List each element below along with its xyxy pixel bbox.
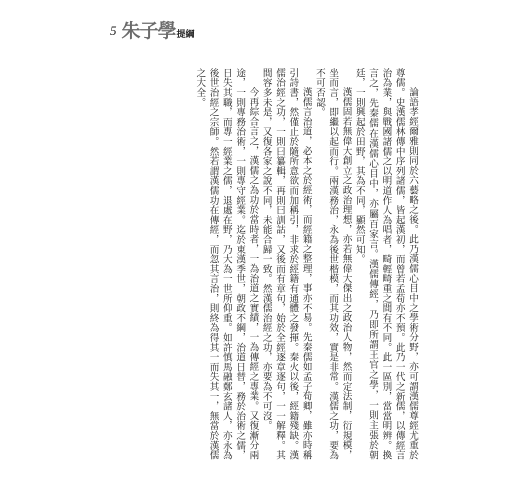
- paragraph-2: 漢儒固若無偉大創立之政治理想，亦若無偉大傑出之政治人物，然而定法制，衍規模，坐而言，即繼以起而行。兩漢務治，永為後世楷模，而其功效，實是非常。漢儒之功，要為不可否認。: [313, 68, 352, 460]
- page-header: [110, 22, 195, 52]
- book-title: 朱子學: [121, 20, 176, 42]
- book-subtitle: 提綱: [176, 30, 195, 40]
- book-title-logo: [122, 22, 195, 41]
- page-number: 5: [110, 23, 117, 38]
- paragraph-1: 論語孝經爾雅則同於六藝略之後。此乃漢儒心目中之學術分野，亦可謂漢儒尊經尤重於尊儒。史漢儒林傳中序列諸儒，皆起漢初，而曾若孟荀亦不預。此乃一代之新儒，以傳經言治為業，與戰國諸儒之以明道作人為唱者，畸輕畸重之間有不同。此一區別，當當明辨。換言之，先秦儒在漢儒心目中，亦屬百家言。漢儒傳經，乃即所謂王官之學，一則主張於朝廷，一則興起於田野，其為不同，顯然可知。: [353, 68, 418, 460]
- vertical-text-body: [113, 68, 419, 460]
- paragraph-3: 漢儒言治道，必本之於經術，而經籍之整理，事亦不易。先秦儒如孟子荀卿，雖亦時稱引詩書，然僅止於隨所意欲而加稱引，非求於經籍有通體之發揮。秦火以後，經籍殘缺。漢儒治經之功，一則曰纂輯，再則曰訓詁，又後而有章句，始於全經逐章逐句，一一解釋。其間容多未是，又復各家之說不同，未能合歸一致。然漢儒治經之功，亦要為不可沒。: [260, 68, 312, 460]
- paragraph-4: 今再綜合言之，漢儒之為功於當時者，一為治道之實績，一為傳經之專業。又復漸分兩途，一則專務治術，一則專守經業。迄於東漢季世，朝政不綱，治道日替，務於治術之儒，日失其職，而專一經業之儒，退處在野，乃大為一世所仰重。如許慎馬融鄭玄諸人，亦永為後世治經之宗師。然若謂漢儒功在傳經，而忽其言治，則終為得其一而失其一，無當於漢儒之大全。: [194, 68, 259, 460]
